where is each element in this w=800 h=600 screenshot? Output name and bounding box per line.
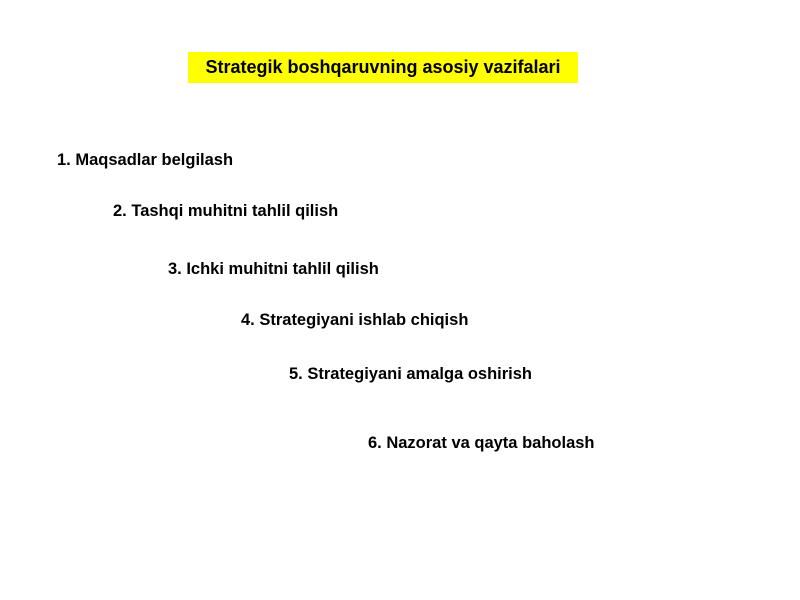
- step-item-4: 4. Strategiyani ishlab chiqish: [241, 311, 469, 329]
- step-item-6: 6. Nazorat va qayta baholash: [368, 434, 595, 452]
- slide-title: Strategik boshqaruvning asosiy vazifalari: [188, 52, 578, 83]
- step-item-1: 1. Maqsadlar belgilash: [57, 151, 234, 169]
- step-item-3: 3. Ichki muhitni tahlil qilish: [168, 260, 379, 278]
- step-item-5: 5. Strategiyani amalga oshirish: [289, 365, 533, 383]
- step-item-2: 2. Tashqi muhitni tahlil qilish: [113, 202, 339, 220]
